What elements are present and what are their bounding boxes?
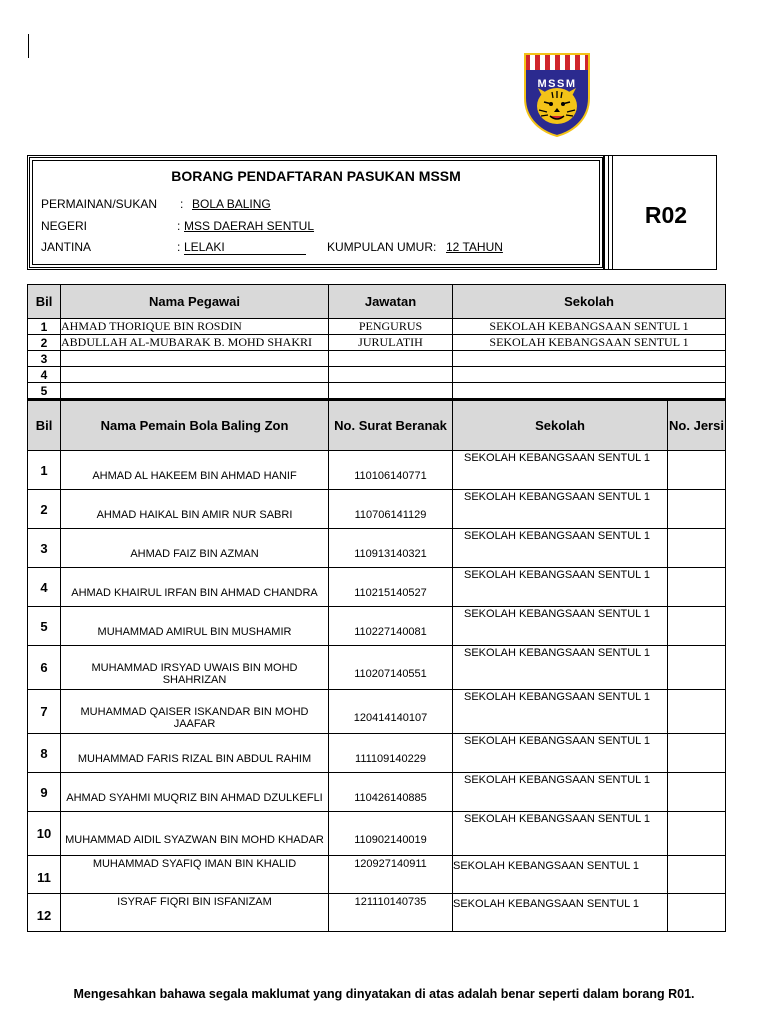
- player-row: [28, 529, 726, 568]
- staff-col-role: Jawatan: [329, 285, 453, 319]
- staff-col-no: Bil: [28, 285, 61, 319]
- player-name: MUHAMMAD QAISER ISKANDAR BIN MOHD JAAFAR: [80, 705, 309, 730]
- staff-school: [453, 383, 726, 400]
- player-name: MUHAMMAD IRSYAD UWAIS BIN MOHD SHAHRIZAN: [91, 661, 298, 686]
- staff-name: [61, 367, 329, 383]
- player-jersey[interactable]: [668, 607, 726, 646]
- player-row: [28, 734, 726, 773]
- state-value: MSS DAERAH SENTUL: [184, 219, 315, 233]
- player-no: 2: [28, 490, 61, 529]
- staff-no: 2: [28, 335, 61, 351]
- player-row: [28, 812, 726, 856]
- staff-school: [453, 351, 726, 367]
- player-no: 6: [28, 646, 61, 690]
- player-name: MUHAMMAD FARIS RIZAL BIN ABDUL RAHIM: [77, 753, 312, 765]
- staff-header-row: [28, 285, 726, 319]
- player-school: SEKOLAH KEBANGSAAN SENTUL 1: [453, 490, 668, 529]
- gender-label: JANTINA: [41, 240, 92, 254]
- player-school: SEKOLAH KEBANGSAAN SENTUL 1: [453, 529, 668, 568]
- staff-no: 3: [28, 351, 61, 367]
- player-row: [28, 894, 726, 932]
- player-no: 12: [28, 894, 61, 932]
- player-no: 10: [28, 812, 61, 856]
- staff-school: SEKOLAH KEBANGSAAN SENTUL 1: [453, 319, 726, 335]
- player-cert: 121110140735: [329, 894, 453, 932]
- player-cert: 110426140885: [354, 792, 427, 804]
- sport-label: PERMAINAN/SUKAN: [41, 197, 158, 211]
- player-row: [28, 490, 726, 529]
- player-cert: 120927140911: [329, 856, 453, 894]
- player-jersey[interactable]: [668, 690, 726, 734]
- gender-value: LELAKI: [184, 240, 306, 255]
- player-cert: 110902140019: [354, 833, 427, 846]
- player-school: SEKOLAH KEBANGSAAN SENTUL 1: [453, 856, 668, 894]
- form-code-box: [603, 155, 717, 270]
- player-cert: 120414140107: [353, 711, 428, 724]
- player-jersey[interactable]: [668, 490, 726, 529]
- player-jersey[interactable]: [668, 529, 726, 568]
- staff-name: [61, 351, 329, 367]
- player-school: SEKOLAH KEBANGSAAN SENTUL 1: [453, 690, 668, 734]
- player-jersey[interactable]: [668, 894, 726, 932]
- mssm-logo: [522, 52, 592, 138]
- player-school: SEKOLAH KEBANGSAAN SENTUL 1: [453, 773, 668, 812]
- staff-role: [329, 367, 453, 383]
- age-group-value: 12 TAHUN: [446, 240, 503, 254]
- player-jersey[interactable]: [668, 773, 726, 812]
- player-school: SEKOLAH KEBANGSAAN SENTUL 1: [453, 607, 668, 646]
- player-jersey[interactable]: [668, 451, 726, 490]
- player-name: AHMAD HAIKAL BIN AMIR NUR SABRI: [96, 509, 293, 521]
- player-name: AHMAD KHAIRUL IRFAN BIN AHMAD CHANDRA: [71, 587, 318, 599]
- player-name: AHMAD SYAHMI MUQRIZ BIN AHMAD DZULKEFLI: [66, 792, 323, 804]
- player-name: MUHAMMAD SYAFIQ IMAN BIN KHALID: [61, 856, 329, 894]
- player-school: SEKOLAH KEBANGSAAN SENTUL 1: [453, 568, 668, 607]
- player-col-jersey: No. Jersi: [668, 400, 726, 451]
- player-name: AHMAD FAIZ BIN AZMAN: [130, 548, 259, 560]
- player-row: [28, 773, 726, 812]
- staff-no: 1: [28, 319, 61, 335]
- form-title: BORANG PENDAFTARAN PASUKAN MSSM: [171, 168, 461, 184]
- staff-no: 5: [28, 383, 61, 400]
- player-row: [28, 646, 726, 690]
- player-cert: 110207140551: [354, 667, 427, 680]
- player-school: SEKOLAH KEBANGSAAN SENTUL 1: [453, 646, 668, 690]
- staff-role: [329, 383, 453, 400]
- gender-colon: :: [177, 240, 181, 254]
- sport-colon: :: [180, 197, 184, 211]
- player-cert: 110215140527: [354, 587, 427, 599]
- player-no: 7: [28, 690, 61, 734]
- staff-name: ABDULLAH AL-MUBARAK B. MOHD SHAKRI: [61, 335, 329, 351]
- age-group-label: KUMPULAN UMUR:: [327, 240, 437, 254]
- staff-no: 4: [28, 367, 61, 383]
- player-row: [28, 690, 726, 734]
- player-col-cert: No. Surat Beranak: [329, 400, 453, 451]
- registration-table: [27, 284, 726, 932]
- player-name: ISYRAF FIQRI BIN ISFANIZAM: [61, 894, 329, 932]
- staff-school: [453, 367, 726, 383]
- player-school: SEKOLAH KEBANGSAAN SENTUL 1: [453, 734, 668, 773]
- player-header-row: [28, 400, 726, 451]
- player-no: 11: [28, 856, 61, 894]
- player-cert: 110706141129: [354, 509, 427, 521]
- staff-row: [28, 335, 726, 351]
- staff-name: AHMAD THORIQUE BIN ROSDIN: [61, 319, 329, 335]
- staff-row: [28, 367, 726, 383]
- player-name: MUHAMMAD AIDIL SYAZWAN BIN MOHD KHADAR: [65, 833, 324, 846]
- staff-row: [28, 383, 726, 400]
- player-jersey[interactable]: [668, 646, 726, 690]
- sport-value: BOLA BALING: [192, 197, 271, 211]
- player-jersey[interactable]: [668, 856, 726, 894]
- player-jersey[interactable]: [668, 812, 726, 856]
- player-no: 5: [28, 607, 61, 646]
- staff-col-name: Nama Pegawai: [61, 285, 329, 319]
- player-no: 8: [28, 734, 61, 773]
- player-no: 1: [28, 451, 61, 490]
- player-cert: 110106140771: [354, 470, 427, 482]
- player-col-no: Bil: [28, 400, 61, 451]
- state-label: NEGERI: [41, 219, 88, 233]
- player-col-school: Sekolah: [453, 400, 668, 451]
- form-code: R02: [644, 202, 688, 228]
- staff-row: [28, 351, 726, 367]
- staff-school: SEKOLAH KEBANGSAAN SENTUL 1: [453, 335, 726, 351]
- player-no: 3: [28, 529, 61, 568]
- player-col-name: Nama Pemain Bola Baling Zon: [61, 400, 329, 451]
- staff-role: [329, 351, 453, 367]
- player-cert: 111109140229: [355, 753, 426, 765]
- form-header: [27, 155, 605, 270]
- player-jersey[interactable]: [668, 568, 726, 607]
- player-jersey[interactable]: [668, 734, 726, 773]
- player-name: MUHAMMAD AMIRUL BIN MUSHAMIR: [97, 626, 292, 638]
- player-row: [28, 607, 726, 646]
- player-school: SEKOLAH KEBANGSAAN SENTUL 1: [453, 812, 668, 856]
- player-school: SEKOLAH KEBANGSAAN SENTUL 1: [453, 451, 668, 490]
- staff-col-school: Sekolah: [453, 285, 726, 319]
- player-school: SEKOLAH KEBANGSAAN SENTUL 1: [453, 894, 668, 932]
- player-row: [28, 856, 726, 894]
- player-cert: 110913140321: [354, 548, 427, 560]
- player-row: [28, 568, 726, 607]
- state-colon: :: [177, 219, 181, 233]
- player-no: 9: [28, 773, 61, 812]
- text-cursor: [28, 34, 29, 58]
- player-cert: 110227140081: [354, 626, 427, 638]
- staff-role: PENGURUS: [329, 319, 453, 335]
- player-name: AHMAD AL HAKEEM BIN AHMAD HANIF: [92, 470, 297, 482]
- staff-role: JURULATIH: [329, 335, 453, 351]
- staff-name: [61, 383, 329, 400]
- staff-row: [28, 319, 726, 335]
- confirmation-statement: Mengesahkan bahawa segala maklumat yang dinyatakan di atas adalah benar seperti dalam borang R01.: [73, 987, 695, 1001]
- player-no: 4: [28, 568, 61, 607]
- player-row: [28, 451, 726, 490]
- svg-text:MSSM: MSSM: [537, 78, 577, 90]
